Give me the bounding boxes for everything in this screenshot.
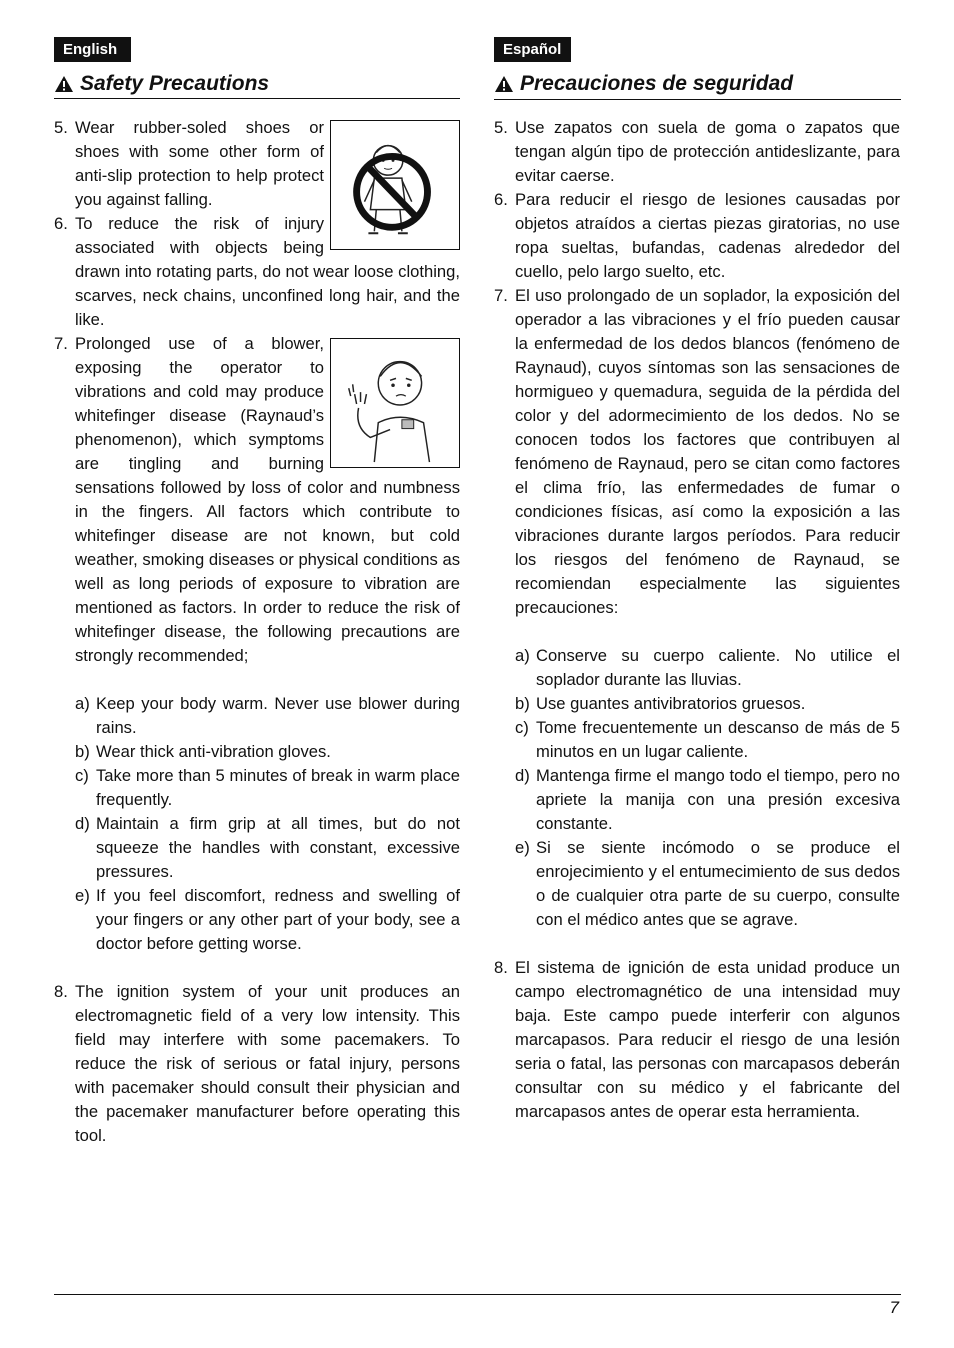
sub-item: [54, 692, 460, 740]
item-number: 6.: [494, 190, 508, 209]
sub-item-letter: e): [515, 838, 530, 857]
item-text: El sistema de ignición de esta unidad produce un campo electromagnético de una intensidad muy baja. Este campo puede interferir con algunos marcapasos. Para reducir el riesgo de una lesión seria o fatal, las personas con marcapasos deberán consultar con su médico y el fabricante del marcapasos antes de operar esta herramienta.: [515, 958, 900, 1121]
sub-item-letter: e): [75, 886, 90, 905]
item-number: 7.: [494, 286, 508, 305]
spanish-body: [494, 116, 900, 1124]
item-text: To reduce the risk of injury associated with objects being drawn into rotating parts, do not wear loose clothing, scarves, neck chains, unconfined long hair, and the like.: [75, 214, 460, 329]
sub-item: [494, 716, 900, 764]
list-item: [54, 980, 460, 1148]
item-text: El uso prolongado de un soplador, la exposición del operador a las vibraciones y el frío pueden causar la enfermedad de los dedos blancos (fenómeno de Raynaud), cuyos síntomas son las sensaciones de hormigueo y quemadura, seguida de la pérdida del color y del adormecimiento de los dedos. No se conocen todos los factores que contribuyen al fenómeno de Raynaud, pero se citan como factores el clima frío, las enfermedades de fumar o condiciones físicas, así como la exposición a las vibraciones durante largos períodos. Para reducir los riesgos del fenómeno de Raynaud, se recomiendan especialmente las siguientes precauciones:: [515, 286, 900, 617]
sub-item-letter: a): [75, 694, 90, 713]
sub-item: [54, 764, 460, 812]
sub-item-letter: c): [515, 718, 529, 737]
item-number: 5.: [494, 118, 508, 137]
item-number: 5.: [54, 118, 68, 137]
heading-rule: [54, 98, 460, 99]
sub-item-text: Use guantes antivibratorios gruesos.: [536, 694, 806, 713]
sub-item: [494, 692, 900, 716]
sub-item-letter: d): [75, 814, 90, 833]
sub-item-letter: d): [515, 766, 530, 785]
sub-item-text: Tome frecuentemente un descanso de más de 5 minutos en un lugar caliente.: [536, 718, 900, 761]
sub-item: [54, 884, 460, 956]
list-item: [54, 116, 460, 212]
sub-item: [54, 812, 460, 884]
language-tag-english: English: [54, 37, 131, 62]
list-item: [494, 956, 900, 1124]
heading-text: Precauciones de seguridad: [520, 72, 794, 95]
item-text: Para reducir el riesgo de lesiones causadas por objetos atraídos a ciertas piezas giratorias, no use ropa sueltas, bufandas, cadenas alrededor del cuello, pelo largo suelto, etc.: [515, 190, 900, 281]
heading-rule: [494, 99, 901, 100]
list-item: [494, 284, 900, 620]
sub-item-text: Si se siente incómodo o se produce el enrojecimiento y el entumecimiento de sus dedos o de cualquier otra parte de su cuerpo, consulte con el médico antes que se agrave.: [536, 838, 900, 929]
item-text: The ignition system of your unit produces an electromagnetic field of a very low intensity. This field may interfere with some pacemakers. To reduce the risk of serious or fatal injury, persons with pacemaker should consult their physician and the pacemaker manufacturer before operating this tool.: [75, 982, 460, 1145]
warning-triangle-icon: [54, 75, 74, 93]
sub-item-letter: a): [515, 646, 530, 665]
sub-item-text: Mantenga firme el mango todo el tiempo, pero no apriete la manija con una presión excesiva constante.: [536, 766, 900, 833]
item-text: Prolonged use of a blower, exposing the operator to vibrations and cold may produce whitefinger disease (Raynaud’s phenomenon), which symptoms are tingling and burning sensations followed by loss of color and numbness in the fingers. All factors which contribute to whitefinger disease are not known, but cold weather, smoking diseases or physical conditions as well as long periods of exposure to vibration are mentioned as factors. In order to reduce the risk of whitefinger disease, the following precautions are strongly recommended;: [75, 334, 460, 665]
cold-fingers-illustration: [330, 338, 460, 468]
sub-item-letter: b): [515, 694, 530, 713]
sub-item-text: Take more than 5 minutes of break in warm place frequently.: [96, 766, 460, 809]
list-item: [494, 116, 900, 188]
sub-item-text: If you feel discomfort, redness and swelling of your fingers or any other part of your body, see a doctor before getting worse.: [96, 886, 460, 953]
sub-item-letter: c): [75, 766, 89, 785]
sub-item: [494, 644, 900, 692]
warning-triangle-icon: [494, 75, 514, 93]
heading-text: Safety Precautions: [80, 72, 270, 95]
item-number: 6.: [54, 214, 68, 233]
sub-item: [494, 836, 900, 932]
safety-heading-english: [54, 70, 269, 98]
english-body: [54, 116, 460, 1148]
page-number: 7: [889, 1298, 899, 1317]
item-text: Use zapatos con suela de goma o zapatos que tengan algún tipo de protección antideslizante, para evitar caerse.: [515, 118, 900, 185]
sub-item: [494, 764, 900, 836]
list-item: [494, 188, 900, 284]
footer-rule: [54, 1294, 901, 1295]
item-number: 8.: [54, 982, 68, 1001]
language-tag-spanish: Español: [494, 37, 571, 62]
sub-item-letter: b): [75, 742, 90, 761]
sub-item-text: Maintain a firm grip at all times, but do not squeeze the handles with constant, excessive pressures.: [96, 814, 460, 881]
list-item: [54, 212, 460, 332]
sub-item: [54, 740, 460, 764]
list-item: [54, 332, 460, 668]
item-number: 7.: [54, 334, 68, 353]
item-number: 8.: [494, 958, 508, 977]
sub-item-text: Wear thick anti-vibration gloves.: [96, 742, 331, 761]
safety-heading-spanish: [494, 70, 793, 98]
sub-item-text: Conserve su cuerpo caliente. No utilice el soplador durante las lluvias.: [536, 646, 900, 689]
item-text: Wear rubber-soled shoes or shoes with some other form of anti-slip protection to help protect you against falling.: [75, 118, 324, 209]
sub-item-text: Keep your body warm. Never use blower during rains.: [96, 694, 460, 737]
